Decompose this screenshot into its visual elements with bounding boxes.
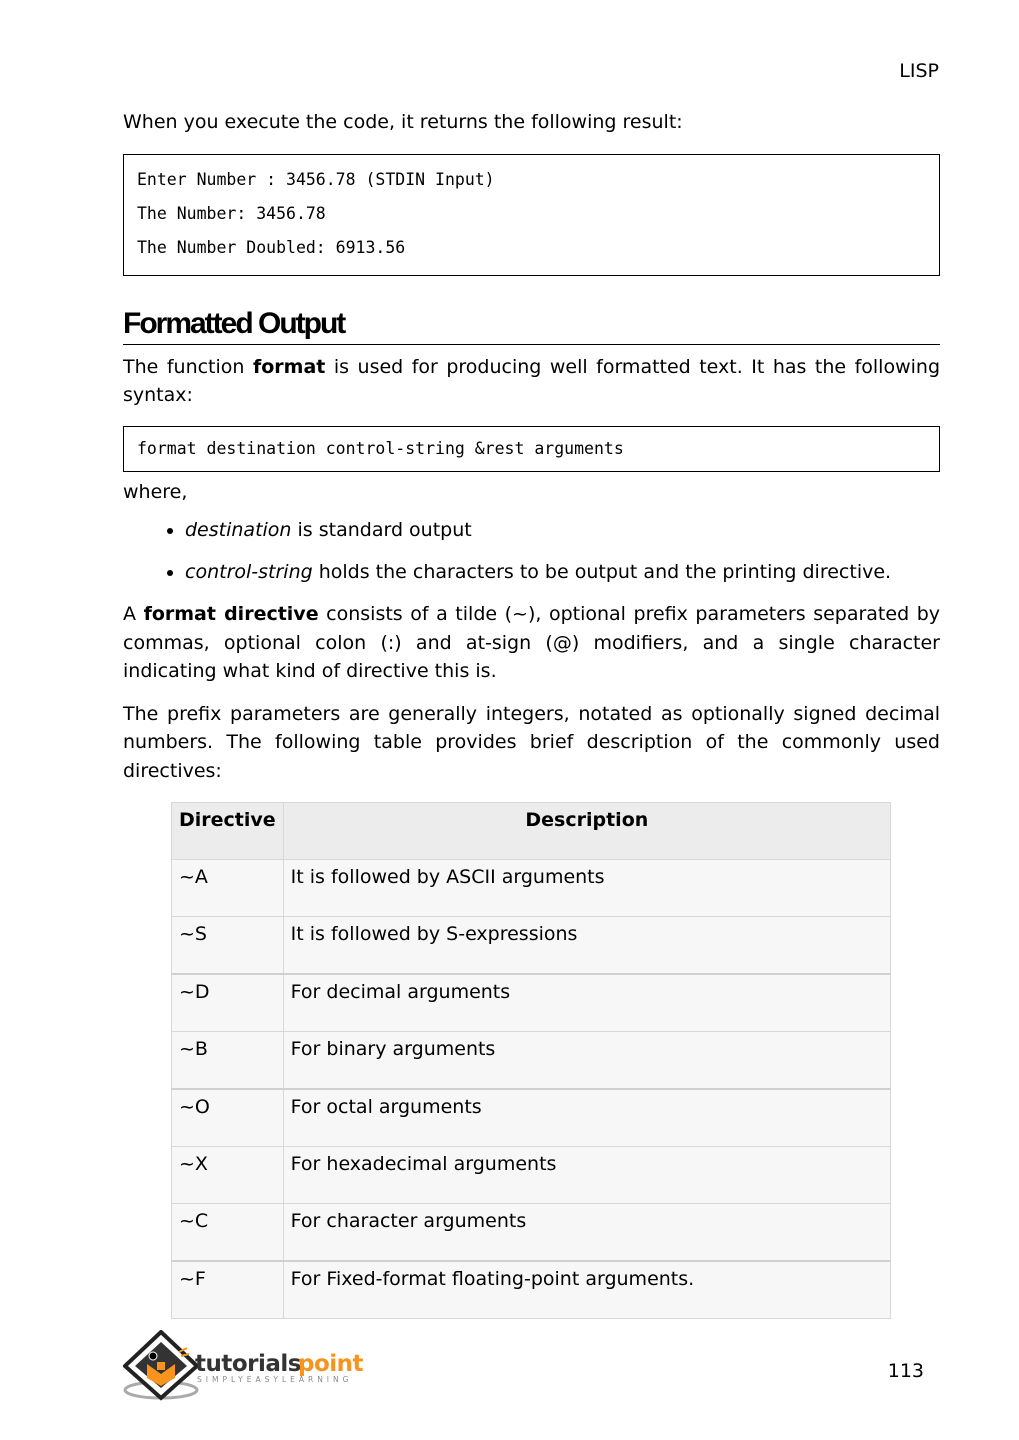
text-span: The function [123, 355, 253, 378]
text-span: is used for producing well formatted text. It has the following syntax: [123, 355, 940, 406]
text-span: A [123, 603, 144, 625]
description-cell: For character arguments [283, 1204, 890, 1262]
bold-term: format directive [143, 603, 319, 625]
code-line: format destination control-string &rest arguments [137, 438, 624, 458]
code-line: Enter Number : 3456.78 (STDIN Input) [137, 169, 495, 189]
code-line: The Number Doubled: 6913.56 [137, 237, 406, 257]
page-number: 113 [887, 1360, 924, 1382]
table-row [172, 917, 891, 975]
where-label: where, [123, 480, 188, 503]
bold-term: format [252, 355, 326, 378]
table-header-row [172, 803, 891, 860]
directive-cell: ~C [172, 1204, 284, 1262]
directive-cell: ~F [172, 1261, 284, 1319]
directives-table [171, 802, 891, 1319]
description-cell: For decimal arguments [283, 974, 890, 1032]
directive-cell: ~A [172, 860, 284, 917]
description-cell: For octal arguments [283, 1089, 890, 1147]
table-row [172, 1147, 891, 1204]
syntax-code-block [123, 426, 940, 472]
directive-cell: ~B [172, 1032, 284, 1090]
result-code-block [123, 154, 940, 276]
italic-term: control-string [185, 561, 313, 583]
description-cell: For hexadecimal arguments [283, 1147, 890, 1204]
section-heading: Formatted Output [123, 306, 940, 345]
header-description: Description [283, 803, 890, 860]
svg-text:point: point [298, 1351, 364, 1377]
page-header-title: LISP [899, 60, 939, 82]
format-intro-paragraph [123, 353, 940, 410]
list-item [185, 558, 940, 586]
header-directive: Directive [172, 803, 284, 860]
directive-cell: ~X [172, 1147, 284, 1204]
intro-text: When you execute the code, it returns the following result: [123, 111, 683, 133]
text-span: consists of a tilde (~), optional prefix parameters separated by commas, optional colon (:) and at-sign (@) modifiers, and a single character indicating what kind of directive this is. [123, 603, 940, 682]
argument-list [123, 516, 940, 586]
text-span: holds the characters to be output and the printing directive. [312, 561, 892, 583]
directive-paragraph [123, 600, 940, 686]
description-cell: It is followed by S-expressions [283, 917, 890, 975]
directive-cell: ~D [172, 974, 284, 1032]
table-row [172, 974, 891, 1032]
table-row [172, 1032, 891, 1090]
svg-text:SIMPLYEASYLEARNING: SIMPLYEASYLEARNING [197, 1375, 353, 1384]
table-row [172, 1089, 891, 1147]
table-row [172, 1204, 891, 1262]
page-content [123, 108, 940, 1319]
description-cell: It is followed by ASCII arguments [283, 860, 890, 917]
tutorialspoint-logo [123, 1330, 368, 1402]
table-row [172, 1261, 891, 1319]
table-row [172, 860, 891, 917]
directive-cell: ~S [172, 917, 284, 975]
code-line: The Number: 3456.78 [137, 203, 326, 223]
text-span: is standard output [291, 519, 472, 541]
italic-term: destination [185, 519, 292, 541]
description-cell: For binary arguments [283, 1032, 890, 1090]
description-cell: For Fixed-format floating-point arguments. [283, 1261, 890, 1319]
list-item [185, 516, 940, 544]
logo-diamond-icon [123, 1330, 368, 1402]
prefix-paragraph: The prefix parameters are generally integers, notated as optionally signed decimal numbers. The following table provides brief description of the commonly used directives: [123, 702, 940, 782]
directive-cell: ~O [172, 1089, 284, 1147]
svg-text:tutorials: tutorials [195, 1351, 301, 1377]
